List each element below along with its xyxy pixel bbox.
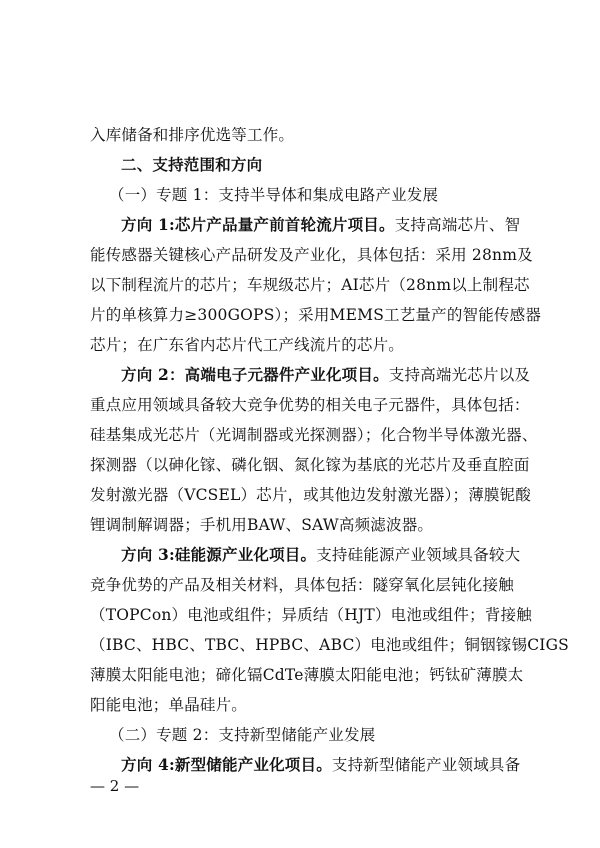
paragraph-line (90, 452, 530, 478)
line-text: 支持新型储能产业领域具备 (331, 756, 521, 774)
paragraph-line (90, 632, 569, 658)
line-text: 片的单核算力≥300GOPS）；采用MEMS工艺量产的智能传感器 (90, 306, 542, 324)
paragraph-line (90, 482, 532, 508)
line-text: （TOPCon）电池或组件；异质结（HJT）电池或组件；背接触 (90, 606, 532, 624)
topic-heading (109, 182, 520, 208)
line-text: 支持高端芯片、智 (394, 216, 521, 234)
direction-title: 方向 1:芯片产品量产前首轮流片项目。 (121, 215, 395, 234)
paragraph-line (121, 362, 531, 388)
line-text: 芯片；在广东省内芯片代工产线流片的芯片。 (90, 336, 405, 354)
paragraph-line (90, 662, 524, 688)
paragraph-line (90, 692, 520, 718)
line-text: 阳能电池；单晶硅片。 (90, 696, 248, 714)
line-text: 薄膜太阳能电池；碲化镉CdTe薄膜太阳能电池；钙钛矿薄膜太 (90, 666, 524, 684)
paragraph-line (121, 752, 520, 778)
line-text: 竞争优势的产品及相关材料，具体包括：隧穿氧化层钝化接触 (90, 576, 514, 594)
topic-text: （二）专题 2：支持新型储能产业发展 (109, 726, 376, 744)
line-text: 探测器（以砷化镓、磷化铟、氮化镓为基底的光芯片及垂直腔面 (90, 456, 530, 474)
topic-text: （一）专题 1：支持半导体和集成电路产业发展 (109, 186, 439, 204)
paragraph-line (90, 272, 530, 298)
line-text: 发射激光器（VCSEL）芯片，或其他边发射激光器）；薄膜铌酸 (90, 486, 532, 504)
paragraph-line (121, 542, 520, 568)
paragraph-line (121, 212, 520, 238)
paragraph-line (90, 332, 520, 358)
heading-text: 二、支持范围和方向 (121, 155, 263, 174)
line-text: 支持硅能源产业领域具备较大 (316, 546, 521, 564)
topic-heading (109, 722, 520, 748)
paragraph-line (90, 392, 530, 418)
line-text: （IBC、HBC、TBC、HPBC、ABC）电池或组件；铜铟镓锡CIGS (90, 636, 569, 654)
direction-title: 方向 2：高端电子元器件产业化项目。 (121, 365, 389, 384)
line-text: 入库储备和排序优选等工作。 (90, 126, 295, 144)
page-number: — 2 — (90, 777, 140, 795)
line-text: 重点应用领域具备较大竞争优势的相关电子元器件，具体包括： (90, 396, 530, 414)
line-text: 锂调制解调器；手机用BAW、SAW高频滤波器。 (90, 516, 434, 534)
paragraph-line (90, 572, 520, 598)
paragraph-line (90, 242, 533, 268)
paragraph-line (90, 602, 532, 628)
line-text: 硅基集成光芯片（光调制器或光探测器）；化合物半导体激光器、 (90, 426, 538, 444)
line-text: 能传感器关键核心产品研发及产业化，具体包括：采用 28nm及 (90, 246, 533, 264)
section-heading (121, 152, 520, 178)
paragraph-line (90, 302, 542, 328)
paragraph-line (90, 122, 520, 148)
direction-title: 方向 4:新型储能产业化项目。 (121, 755, 332, 774)
line-text: 支持高端光芯片以及 (388, 366, 531, 384)
line-text: 以下制程流片的芯片；车规级芯片；AI芯片（28nm以上制程芯 (90, 276, 530, 294)
direction-title: 方向 3:硅能源产业化项目。 (121, 545, 317, 564)
paragraph-line (90, 422, 538, 448)
paragraph-line (90, 512, 520, 538)
